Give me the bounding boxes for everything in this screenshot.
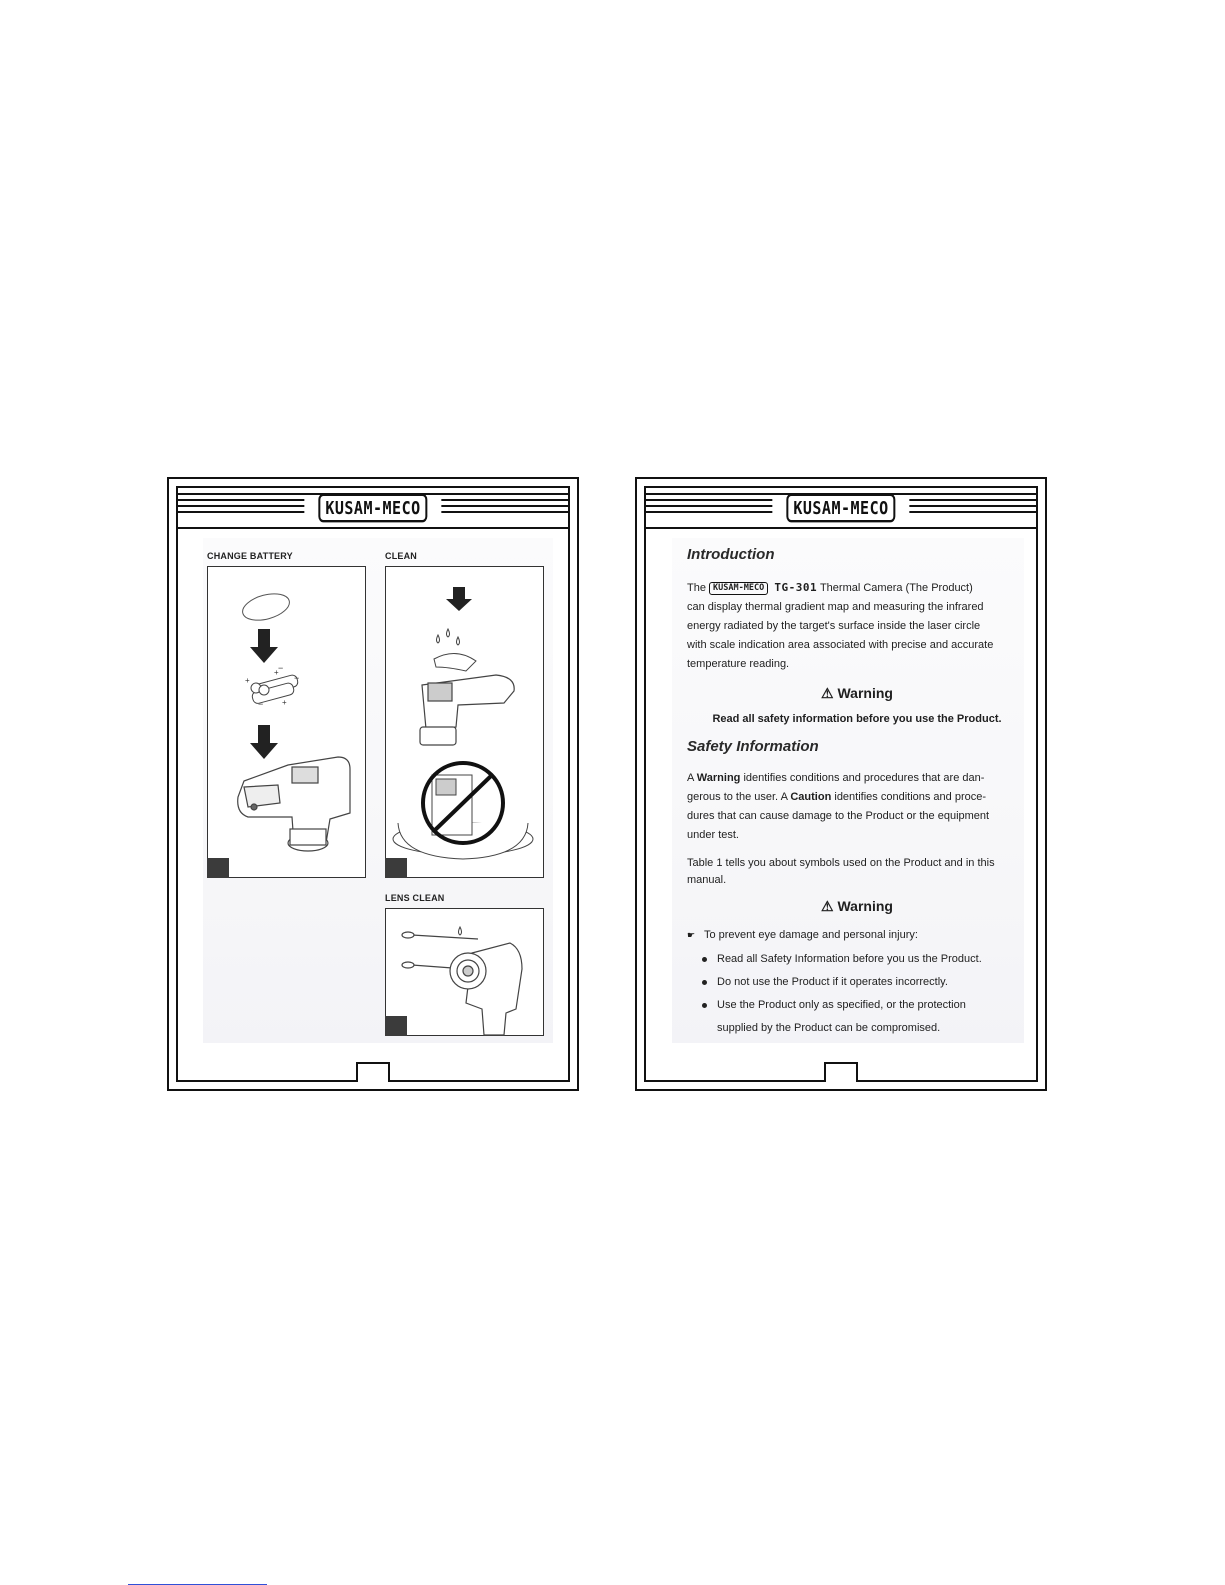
svg-text:+: +	[274, 668, 279, 677]
svg-text:+: +	[282, 698, 287, 707]
down-arrow-icon	[446, 587, 472, 611]
introduction-paragraph: The KUSAM-MECO TG-301 Thermal Camera (The Product) can display thermal gradient map and measuring the infrared energy radiated by the target's surface inside the laser circle with scale indication area associated with precise and accurate temperature reading.	[687, 581, 994, 670]
svg-text:−: −	[294, 673, 300, 683]
svg-text:−: −	[258, 699, 264, 709]
pointing-hand-icon: ☛	[687, 930, 696, 940]
bullet-icon	[702, 957, 707, 962]
panel-corner-marker	[385, 858, 407, 878]
warning-triangle-icon: ⚠	[821, 685, 834, 701]
section-label-clean: CLEAN	[385, 551, 417, 561]
warning-read-safety: Read all safety information before you use the Product.	[712, 713, 1002, 725]
section-label-lens-clean: LENS CLEAN	[385, 893, 445, 903]
page-number-tab	[356, 1062, 390, 1082]
warning-bullet-list	[687, 948, 1027, 1040]
list-item-continuation: supplied by the Product can be compromised.	[717, 1022, 941, 1034]
no-submerge-icon	[393, 763, 533, 859]
inline-brand-logo: KUSAM-MECO	[709, 582, 768, 595]
header-rule	[178, 527, 568, 529]
down-arrow-icon	[250, 725, 278, 759]
warning-triangle-icon: ⚠	[821, 898, 834, 914]
bullet-icon	[702, 980, 707, 985]
manual-page-right	[635, 477, 1047, 1091]
thermal-camera-lens-icon	[450, 943, 522, 1035]
water-drops-icon	[437, 629, 460, 645]
down-arrow-icon	[250, 629, 278, 663]
introduction-heading: Introduction	[687, 546, 775, 563]
header-rule	[646, 527, 1036, 529]
eye-damage-warning-lead: ☛ To prevent eye damage and personal injury:	[687, 929, 918, 941]
clean-illustration	[385, 566, 544, 878]
list-item: Do not use the Product if it operates incorrectly.	[687, 971, 1027, 994]
warning-heading-2: ⚠ Warning	[821, 898, 893, 914]
safety-information-heading: Safety Information	[687, 738, 819, 755]
svg-text:+: +	[245, 676, 250, 685]
panel-corner-marker	[207, 858, 229, 878]
bullet-icon	[702, 1003, 707, 1008]
manual-page-left	[167, 477, 579, 1091]
thermal-camera-icon	[420, 675, 514, 745]
list-item: Read all Safety Information before you us the Product.	[687, 948, 1027, 971]
brand-logo: KUSAM-MECO	[772, 496, 909, 522]
warning-heading: ⚠ Warning	[821, 685, 893, 701]
list-item: Use the Product only as specified, or the protection	[687, 994, 1027, 1017]
symbols-table-note: Table 1 tells you about symbols used on the Product and in this manual.	[687, 857, 995, 886]
svg-text:−: −	[278, 663, 284, 673]
lens-clean-illustration	[385, 908, 544, 1036]
brand-logo: KUSAM-MECO	[304, 496, 441, 522]
safety-paragraph: A Warning identifies conditions and procedures that are dan- gerous to the user. A Caution identifies conditions and proce- dures that can cause damage to the Product or the equipment under test.	[687, 772, 990, 841]
thermal-camera-battery-icon	[238, 757, 350, 851]
panel-corner-marker	[385, 1016, 407, 1036]
section-label-change-battery: CHANGE BATTERY	[207, 551, 293, 561]
model-number: TG-301	[774, 581, 818, 594]
page-frame	[644, 486, 1038, 1082]
page-number-tab	[824, 1062, 858, 1082]
page-frame	[176, 486, 570, 1082]
change-battery-illustration	[207, 566, 366, 878]
